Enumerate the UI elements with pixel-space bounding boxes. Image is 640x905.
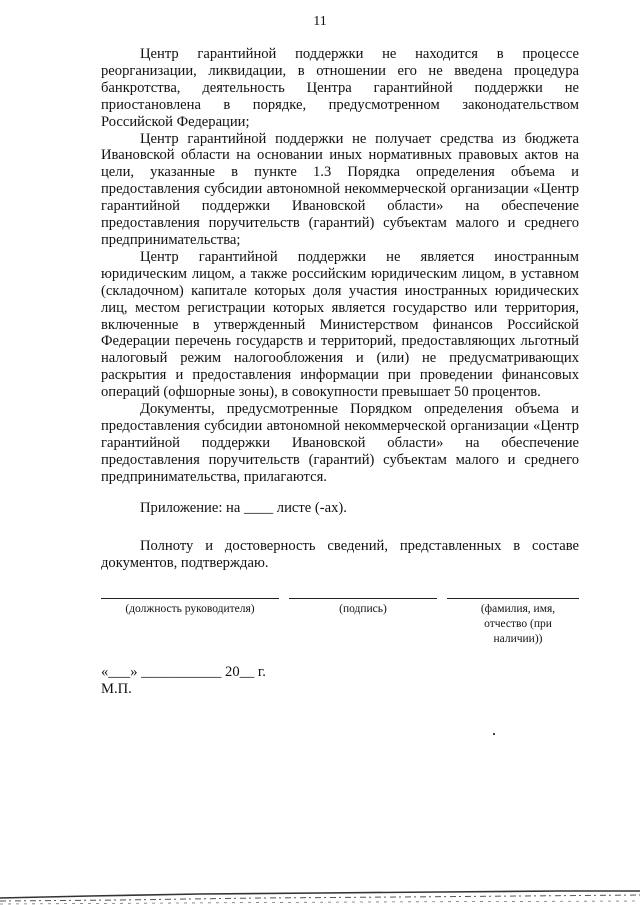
stamp-place: М.П. xyxy=(101,681,132,697)
paragraph-documents-attached: Документы, предусмотренные Порядком определения объема и предоставления субсидии автономной некоммерческой организации «Центр гарантийной поддержки Ивановской области» на обеспечение предоставления поручительств (гарантий) субъектам малого и среднего предпринимательства, прилагаются. xyxy=(101,401,579,485)
confirmation-statement: Полноту и достоверность сведений, представленных в составе документов, подтверждаю. xyxy=(101,538,579,571)
paragraph-not-reorganized: Центр гарантийной поддержки не находится в процессе реорганизации, ликвидации, в отношении его не введена процедура банкротства, деятельность Центра гарантийной поддержки не приостановлена в порядке, предусмотренном законодательством Российской Федерации; xyxy=(101,46,579,130)
appendix-line: Приложение: на ____ листе (-ах). xyxy=(140,500,347,516)
document-body xyxy=(101,46,579,486)
date-line: «___» ___________ 20__ г. xyxy=(101,664,266,680)
scan-edge-artifact xyxy=(0,879,640,905)
signature-label: (подпись) xyxy=(339,603,387,615)
scan-speck xyxy=(493,733,495,735)
paragraph-no-budget-funds: Центр гарантийной поддержки не получает средства из бюджета Ивановской области на основании иных нормативных правовых актов на цели, указанные в пункте 1.3 Порядка определения объема и предоставления субсидии автономной некоммерческой организации «Центр гарантийной поддержки Ивановской области» на обеспечение предоставления поручительств (гарантий) субъектам малого и среднего предпринимательства; xyxy=(101,130,579,248)
position-label: (должность руководителя) xyxy=(125,603,255,615)
name-signature-line xyxy=(447,598,579,599)
name-label: (фамилия, имя, отчество (при наличии)) xyxy=(480,603,556,645)
position-signature-line xyxy=(101,598,279,599)
paragraph-not-foreign-entity: Центр гарантийной поддержки не является иностранным юридическим лицом, а также российским юридическим лицом, в уставном (складочном) капитале которых доля участия иностранных юридических лиц, местом регистрации которых является государство или территория, включенные в утвержденный Министерством финансов Российской Федерации перечень государств и территорий, предоставляющих льготный налоговый режим налогообложения и (или) не предусматривающих раскрытия и предоставления информации при проведении финансовых операций (офшорные зоны), в совокупности превышает 50 процентов. xyxy=(101,248,579,401)
page-number: 11 xyxy=(313,14,327,29)
signature-line xyxy=(289,598,437,599)
